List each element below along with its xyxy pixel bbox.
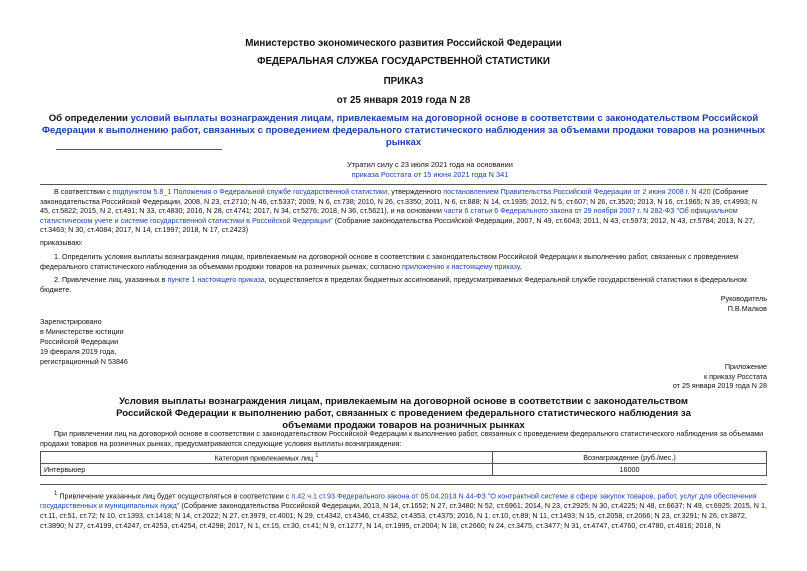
status-link[interactable]: приказа Росстата от 15 июня 2021 года N 341 xyxy=(351,170,509,179)
remuneration-table xyxy=(40,451,767,476)
preamble-link-federal-law[interactable]: части 6 статьи 6 Федерального закона от 29 ноября 2007 г. N 282-ФЗ "Об официальном статистическом учете и системе государственной статистики в Российской Федерации" xyxy=(40,206,738,225)
order-word: приказываю: xyxy=(40,238,83,247)
appendix-reference xyxy=(673,362,767,391)
table-header-remuneration: Вознаграждение (руб./мес.) xyxy=(493,452,767,464)
preamble-text: В соответствии с xyxy=(54,187,113,196)
registration-line: Российской Федерации xyxy=(40,337,119,346)
footnote-text: Привлечение указанных лиц будет осуществляться в соответствии с xyxy=(57,491,292,501)
item-link-point-1[interactable]: пункте 1 настоящего приказа xyxy=(167,275,265,284)
table-header-label: Категория привлекаемых лиц xyxy=(214,453,314,463)
order-item-2 xyxy=(40,275,767,294)
registration-block xyxy=(40,317,128,367)
signature-role: Руководитель xyxy=(720,294,767,303)
preamble-text: (Собрание законодательства Российской Федерации, 2008, N 23, ст.2710; N 46, ст.5337; 2009, N 6, ст.738; 2010, N 26, ст.3350; 2011, N 6, ст.888; N 14, ст.1935; 2012, N 5, ст.607; N 26, ст.3520; 2013, N 16, ст.1965; N 39, ст.4993; N 45, ст.5822; 2015, N 2, ст.491; N 33, ст.4830; 2016, N 28, ст.4741; 2017, N 34, ст.5276; 2018, N 36, ст.5621), и на основании xyxy=(40,187,758,216)
divider xyxy=(56,149,222,150)
table-row xyxy=(41,464,767,476)
appendix-intro: При привлечении лиц на договорной основе в соответствии с законодательством Российской Федерации к выполнению работ, связанных с проведением федерального статистического наблюдения за объемами продажи товаров на розничных рынках, предусматриваются следующие условия выплаты вознаграждения: xyxy=(40,429,764,448)
order-item-1 xyxy=(40,252,767,271)
item-text: 1. Определить условия выплаты вознаграждения лицам, привлекаемым на договорной основе в соответствии с законодательством Российской Федерации к выполнению работ, связанных с проведением федерального статистического наблюдения за объемами продажи товаров на розничных рынках, согласно xyxy=(40,252,739,271)
registration-line: 19 февраля 2019 года, xyxy=(40,347,117,356)
service-name: ФЕДЕРАЛЬНАЯ СЛУЖБА ГОСУДАРСТВЕННОЙ СТАТИСТИКИ xyxy=(257,56,550,67)
table-header-category xyxy=(41,452,493,464)
table-cell-category: Интервьюер xyxy=(41,464,493,476)
document-title-prefix: Об определении xyxy=(48,113,131,124)
preamble-link-regulation[interactable]: подпунктом 5.8_1 Положения о Федеральной службе государственной статистики xyxy=(112,187,388,196)
appendix-title: Условия выплаты вознаграждения лицам, привлекаемым на договорной основе в соответствии с законодательством Российской Федерации к выполнению работ, связанных с проведением федерального статистического наблюдения за объемами продажи товаров на розничных рынках xyxy=(116,396,691,431)
registration-line: регистрационный N 53846 xyxy=(40,357,128,366)
document-date-number: от 25 января 2019 года N 28 xyxy=(336,95,471,106)
document-type: ПРИКАЗ xyxy=(383,76,424,87)
footnote-text: (Собрание законодательства Российской Федерации, 2013, N 14, ст.1652; N 27, ст.3480; N 52, ст.6961; 2014, N 23, ст.2925; N 30, ст.4225; N 48, ст.6637; N 49, ст.6925; 2015, N 1, ст.11, ст.51, ст.72; N 10, ст.1393, ст.1418; N 14, ст.2022; N 27, ст.3979, ст.4001; N 29, ст.4342, ст.4346, ст.4352, ст.4353, ст.4375; 2016, N 1, ст.10, ст.89; N 11, ст.1493; N 15, ст.2058, ст.2066; N 23, ст.3291; N 26, ст.3872, ст.3890; N 27, ст.4199, ст.4247, ст.4253, ст.4254, ст.4298; 2017, N 1, ст.15, ст.30, ст.41; N 9, ст.1277, N 14, ст.1995, ст.2004; N 18, ст.2660; N 24, ст.3475, ст.3477; N 31, ст.4747, ст.4760, ст.4780, ст.4816; 2018, N xyxy=(40,501,767,531)
divider xyxy=(40,184,767,185)
footnote-mark: 1 xyxy=(54,491,58,497)
table-header-row xyxy=(41,452,767,464)
table-cell-amount: 16000 xyxy=(493,464,767,476)
document-title xyxy=(40,113,767,149)
appendix-line: от 25 января 2019 года N 28 xyxy=(672,381,767,391)
signature-name: П.В.Малков xyxy=(727,303,767,313)
preamble-paragraph xyxy=(40,187,767,235)
registration-line: в Министерстве юстиции xyxy=(40,327,124,336)
item-link-appendix[interactable]: приложению к настоящему приказу xyxy=(402,261,520,271)
footnote-link-44fz[interactable]: п.42 ч.1 ст.93 Федерального закона от 05.04.2013 N 44-ФЗ "О контрактной системе в сфере закупок товаров, работ, услуг для обеспечения государственных и муниципальных нужд" xyxy=(40,491,757,511)
footnote xyxy=(40,489,767,531)
footnote-mark[interactable]: 1 xyxy=(315,453,319,459)
ministry-name: Министерство экономического развития Российской Федерации xyxy=(245,38,562,49)
status-line: Утратил силу с 23 июля 2021 года на основании xyxy=(347,160,513,169)
preamble-link-resolution[interactable]: постановлением Правительства Российской Федерации от 2 июня 2008 г. N 420 xyxy=(443,187,711,196)
signature-block xyxy=(721,294,767,313)
appendix-line: Приложение xyxy=(724,362,767,371)
preamble-text: , утвержденного xyxy=(387,187,444,196)
registration-line: Зарегистрировано xyxy=(40,317,102,326)
item-text: , осуществляется в пределах бюджетных ассигнований, предусматриваемых Федеральной службе государственной статистики в федеральном бюджете. xyxy=(40,275,747,294)
appendix-line: к приказу Росстата xyxy=(704,371,767,381)
item-text: . xyxy=(519,261,522,271)
status-note xyxy=(260,160,600,180)
divider xyxy=(40,484,767,485)
item-text: 2. Привлечение лиц, указанных в xyxy=(54,275,168,284)
document-title-link[interactable]: условий выплаты вознаграждения лицам, привлекаемым на договорной основе в соответствии с законодательством Российской Федерации к выполнению работ, связанных с проведением федерального статистического наблюдения за объемами продажи товаров на розничных рынках xyxy=(41,113,766,148)
preamble-text: (Собрание законодательства Российской Федерации, 2007, N 49, ст.6043; 2011, N 43, ст.5973; 2012, N 43, ст.5784; 2013, N 27, ст.3463; N 30, ст.4084; 2017, N 14, ст.1997; 2018, N 17, ст.2423) xyxy=(40,215,755,235)
